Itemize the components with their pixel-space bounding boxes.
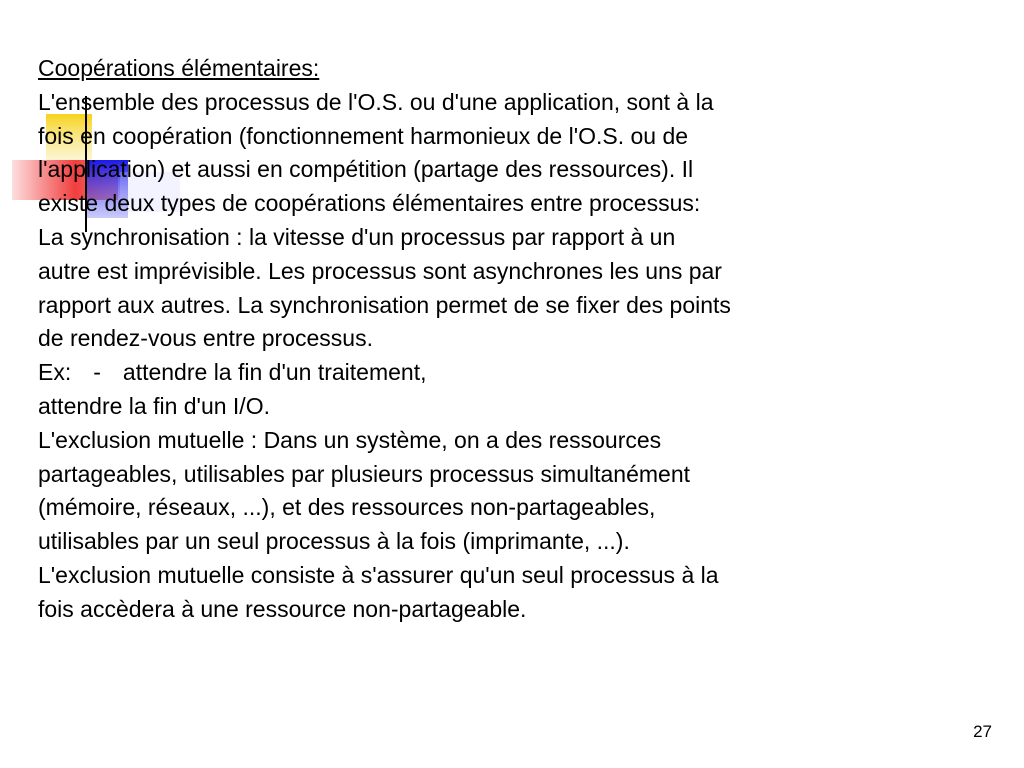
text-line: attendre la fin d'un I/O. [38,392,270,419]
text-line: de rendez-vous entre processus. [38,325,373,352]
slide-heading: Coopérations élémentaires: [38,55,320,81]
text-line: L'exclusion mutuelle consiste à s'assurer qu'un seul processus à la [38,561,719,588]
example-bullet: - [93,359,101,386]
slide-body [38,52,938,627]
text-line: fois accèdera à une ressource non-partageable. [38,595,527,622]
text-line: L'ensemble des processus de l'O.S. ou d'une application, sont à la [38,88,714,115]
example-line [38,356,938,390]
page-number: 27 [973,722,992,741]
text-line: l'application) et aussi en compétition (partage des ressources). Il [38,156,694,183]
text-line: partageables, utilisables par plusieurs processus simultanément [38,460,691,487]
text-line: (mémoire, réseaux, ...), et des ressources non-partageables, [38,494,656,521]
text-line: rapport aux autres. La synchronisation permet de se fixer des points [38,291,731,318]
text-line: existe deux types de coopérations élémentaires entre processus: [38,190,701,217]
text-line: fois en coopération (fonctionnement harmonieux de l'O.S. ou de [38,122,689,149]
text-line: autre est imprévisible. Les processus sont asynchrones les uns par [38,257,722,284]
example-prefix: Ex: [38,359,72,386]
text-line: utilisables par un seul processus à la fois (imprimante, ...). [38,528,630,555]
text-line: L'exclusion mutuelle : Dans un système, on a des ressources [38,426,662,453]
example-text: attendre la fin d'un traitement, [122,359,427,386]
text-line: La synchronisation : la vitesse d'un processus par rapport à un [38,223,676,250]
